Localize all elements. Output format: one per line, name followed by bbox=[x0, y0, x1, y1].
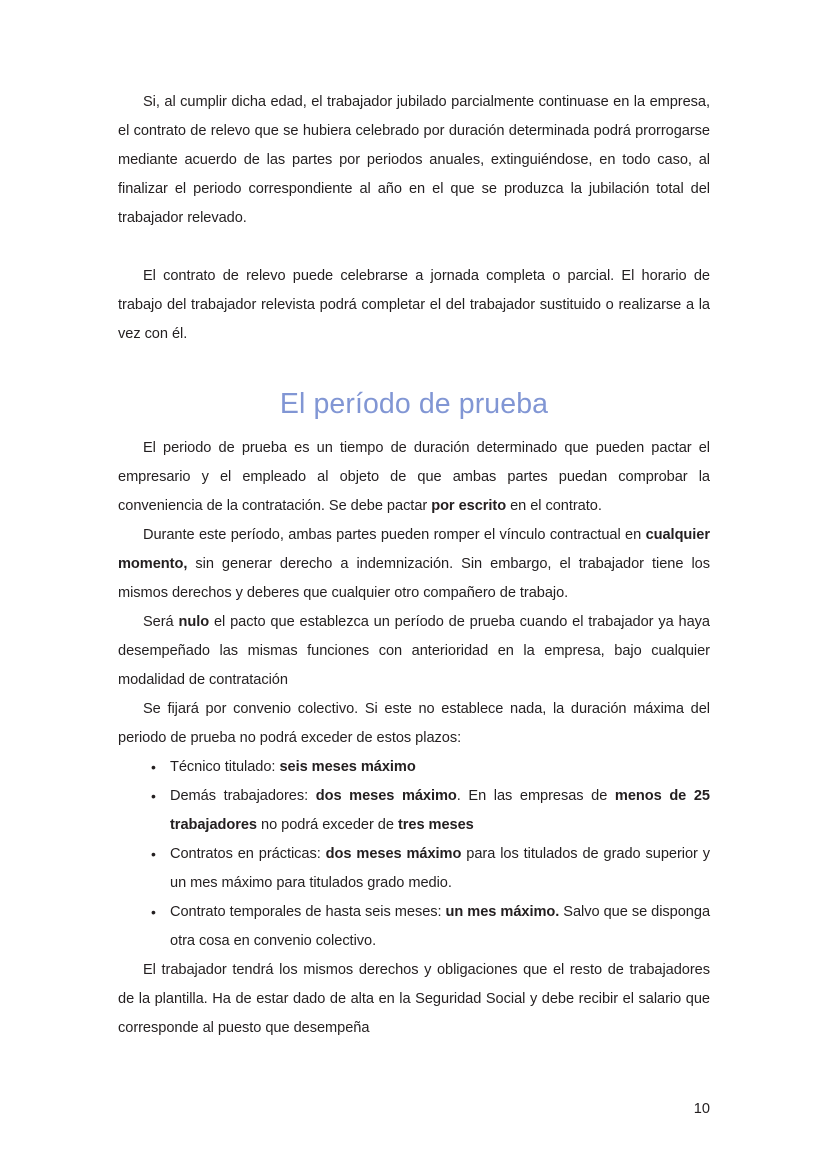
paragraph-derechos-obligaciones: El trabajador tendrá los mismos derechos y obligaciones que el resto de trabajadores de la plantilla. Ha de estar dado de alta en la Seguridad Social y debe recibir el salario que corresponde al puesto que desempeña bbox=[118, 962, 710, 1036]
paragraph-text-run: el pacto que establezca un período de prueba cuando el trabajador ya haya desempeñado las mismas funciones con anterioridad en la empresa, bajo cualquier modalidad de contratación bbox=[118, 614, 710, 688]
bullet-icon: • bbox=[151, 759, 156, 775]
list-item bbox=[118, 753, 710, 782]
bullet-icon: • bbox=[151, 904, 156, 920]
list-item-emphasis: un mes máximo. bbox=[445, 904, 560, 920]
list-item-run: Salvo que se disponga otra cosa en convenio colectivo. bbox=[170, 904, 711, 949]
paragraph-pacto-nulo bbox=[118, 608, 710, 695]
paragraph-contrato-relevo: El contrato de relevo puede celebrarse a jornada completa o parcial. El horario de trabajo del trabajador relevista podrá completar el del trabajador sustituido o realizarse a la vez con él. bbox=[118, 268, 710, 342]
document-body bbox=[118, 88, 710, 1043]
emphasis-por-escrito: por escrito bbox=[431, 498, 507, 514]
section-heading-block bbox=[118, 384, 710, 424]
list-item-emphasis: dos meses máximo bbox=[325, 846, 462, 862]
paragraph-text-run: Durante este período, ambas partes pueden romper el vínculo contractual en bbox=[143, 527, 646, 543]
list-item-run: . En las empresas de bbox=[456, 788, 615, 804]
paragraph-continuation-jubilacion: Si, al cumplir dicha edad, el trabajador jubilado parcialmente continuase en la empresa, el contrato de relevo que se hubiera celebrado por duración determinada podrá prorrogarse mediante acuerdo de las partes por periodos anuales, extinguiéndose, en todo caso, al finalizar el periodo correspondiente al año en el que se produzca la jubilación total del trabajador relevado. bbox=[118, 94, 710, 226]
list-item-emphasis: seis meses máximo bbox=[279, 759, 416, 775]
page-number: 10 bbox=[693, 1101, 710, 1117]
list-item bbox=[118, 782, 710, 840]
paragraph-convenio-colectivo: Se fijará por convenio colectivo. Si este no establece nada, la duración máxima del periodo de prueba no podrá exceder de estos plazos: bbox=[118, 701, 710, 746]
list-item-run: Contratos en prácticas: bbox=[170, 846, 326, 862]
paragraph-definicion-periodo-prueba bbox=[118, 434, 710, 521]
list-item-emphasis: menos de 25 trabajadores bbox=[170, 788, 710, 833]
list-item-text bbox=[170, 898, 710, 956]
list-item-text bbox=[170, 753, 710, 782]
paragraph-text-run: El periodo de prueba es un tiempo de duración determinado que pueden pactar el empresario y el empleado al objeto de que ambas partes puedan comprobar la conveniencia de la contratación. Se debe pactar bbox=[118, 440, 710, 514]
list-item-emphasis: tres meses bbox=[397, 817, 474, 833]
list-item bbox=[118, 840, 710, 898]
list-item-run: Demás trabajadores: bbox=[170, 788, 316, 804]
paragraph-text-run: sin generar derecho a indemnización. Sin embargo, el trabajador tiene los mismos derechos y deberes que cualquier otro compañero de trabajo. bbox=[118, 556, 710, 601]
emphasis-cualquier-momento: cualquier momento, bbox=[118, 527, 710, 572]
paragraph-text-run: Será bbox=[143, 614, 179, 630]
paragraph-ruptura-vinculo bbox=[118, 521, 710, 608]
bullet-icon: • bbox=[151, 788, 156, 804]
list-item bbox=[118, 898, 710, 956]
section-heading-periodo-de-prueba: El período de prueba bbox=[279, 388, 549, 420]
list-item-text bbox=[170, 840, 710, 898]
list-item-emphasis: dos meses máximo bbox=[315, 788, 457, 804]
list-item-run: Contrato temporales de hasta seis meses: bbox=[170, 904, 446, 920]
list-item-run: no podrá exceder de bbox=[257, 817, 398, 833]
emphasis-nulo: nulo bbox=[178, 614, 210, 630]
paragraph-text-run: en el contrato. bbox=[506, 498, 602, 514]
plazos-list bbox=[118, 753, 710, 956]
list-item-run: Técnico titulado: bbox=[170, 759, 280, 775]
paragraph-spacer bbox=[118, 233, 710, 262]
list-item-text bbox=[170, 782, 710, 840]
bullet-icon: • bbox=[151, 846, 156, 862]
list-item-run: para los titulados de grado superior y un mes máximo para titulados grado medio. bbox=[170, 846, 710, 891]
